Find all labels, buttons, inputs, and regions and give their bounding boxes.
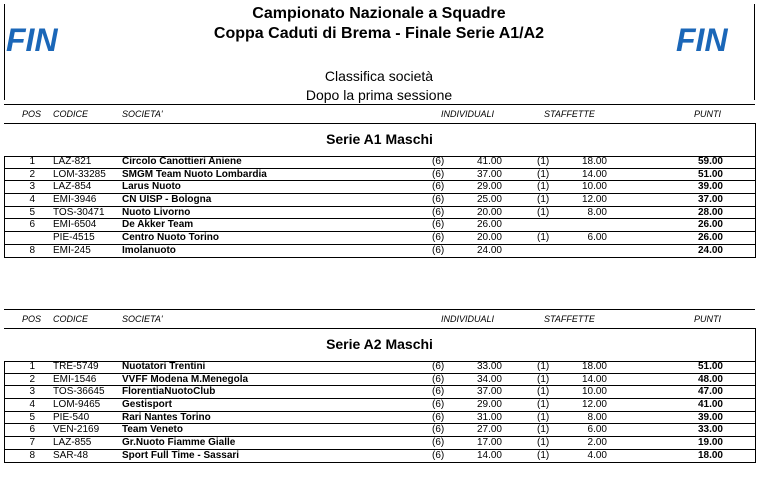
cell-codice: TRE-5749: [53, 361, 99, 372]
cell-punti: 26.00: [697, 232, 723, 244]
cell-pos: 4: [29, 194, 35, 206]
cell-punti: 47.00: [697, 386, 723, 398]
cell-staffette-points: 2.00: [587, 437, 607, 449]
cell-societa: De Akker Team: [122, 219, 194, 231]
cell-individuali-count: (6): [432, 386, 445, 398]
cell-individuali-count: (6): [432, 168, 445, 180]
table-row: [4, 194, 755, 207]
cell-societa: Nuotatori Trentini: [122, 361, 206, 372]
table-row: [4, 450, 755, 463]
cell-staffette-points: 12.00: [581, 399, 607, 411]
cell-punti: 28.00: [697, 206, 723, 218]
cell-punti: 26.00: [697, 219, 723, 231]
cell-staffette-count: (1): [537, 156, 550, 167]
cell-pos: 4: [29, 399, 35, 411]
col-header-staffette: STAFFETTE: [544, 314, 595, 324]
cell-individuali-count: (6): [432, 399, 445, 411]
col-header-societa: SOCIETA': [122, 109, 163, 119]
logo-text: FIN: [676, 24, 728, 54]
cell-individuali-count: (6): [432, 232, 445, 244]
table-row: [4, 374, 755, 387]
cell-staffette-count: (1): [537, 399, 550, 411]
cell-punti: 51.00: [697, 361, 723, 372]
cell-individuali-count: (6): [432, 361, 445, 372]
cell-individuali-points: 37.00: [476, 386, 502, 398]
cell-societa: Circolo Canottieri Aniene: [122, 156, 242, 167]
col-header-codice: CODICE: [53, 314, 89, 324]
header-rule: [4, 328, 755, 329]
cell-individuali-points: 33.00: [476, 361, 502, 372]
cell-individuali-points: 27.00: [476, 424, 502, 436]
cell-societa: VVFF Modena M.Menegola: [122, 373, 249, 385]
cell-codice: LAZ-854: [53, 181, 92, 193]
cell-codice: TOS-30471: [53, 206, 105, 218]
session-label: Dopo la prima sessione: [305, 87, 453, 103]
cell-pos: 2: [29, 168, 35, 180]
cell-staffette-points: 8.00: [587, 411, 607, 423]
cell-pos: 6: [29, 219, 35, 231]
col-header-punti: PUNTI: [694, 109, 721, 119]
table-row: [4, 386, 755, 399]
table-row: [4, 361, 755, 374]
series-title: Serie A1 Maschi: [326, 131, 433, 147]
cell-staffette-points: 4.00: [587, 449, 607, 461]
cell-staffette-points: 10.00: [581, 386, 607, 398]
table-top-rule: [4, 104, 755, 105]
cell-individuali-count: (6): [432, 373, 445, 385]
cell-societa: FlorentiaNuotoClub: [122, 386, 216, 398]
cell-codice: PIE-540: [53, 411, 90, 423]
col-header-pos: POS: [22, 109, 42, 119]
cell-codice: EMI-6504: [53, 219, 97, 231]
cell-staffette-points: 14.00: [581, 373, 607, 385]
cell-pos: 6: [29, 424, 35, 436]
cell-staffette-points: 6.00: [587, 232, 607, 244]
table-rows: [4, 361, 755, 463]
cell-individuali-count: (6): [432, 437, 445, 449]
table-right-border: [755, 328, 756, 463]
cell-individuali-count: (6): [432, 181, 445, 193]
cell-societa: CN UISP - Bologna: [122, 194, 212, 206]
cell-pos: 2: [29, 373, 35, 385]
table-row: [4, 219, 755, 232]
row-rule: [4, 462, 755, 463]
cell-codice: LOM-33285: [53, 168, 106, 180]
cell-punti: 33.00: [697, 424, 723, 436]
cell-individuali-points: 14.00: [476, 449, 502, 461]
ranking-label: Classifica società: [324, 68, 434, 84]
table-top-rule: [4, 309, 755, 310]
cell-codice: LAZ-855: [53, 437, 92, 449]
cell-individuali-points: 37.00: [476, 168, 502, 180]
cell-staffette-count: (1): [537, 373, 550, 385]
table-row: [4, 399, 755, 412]
cell-punti: 51.00: [697, 168, 723, 180]
logo-text: FIN: [6, 24, 58, 54]
cell-individuali-points: 29.00: [476, 399, 502, 411]
cell-codice: EMI-245: [53, 244, 91, 256]
cell-societa: Larus Nuoto: [122, 181, 181, 193]
cell-individuali-points: 20.00: [476, 206, 502, 218]
cell-pos: 5: [29, 411, 35, 423]
cell-pos: 3: [29, 181, 35, 193]
cell-punti: 37.00: [697, 194, 723, 206]
column-header-row: [4, 109, 755, 121]
cell-staffette-count: (1): [537, 424, 550, 436]
cell-codice: TOS-36645: [53, 386, 105, 398]
cell-individuali-points: 17.00: [476, 437, 502, 449]
table-row: [4, 207, 755, 220]
cell-staffette-count: (1): [537, 232, 550, 244]
cell-societa: Team Veneto: [122, 424, 183, 436]
cell-staffette-count: (1): [537, 386, 550, 398]
cell-pos: 5: [29, 206, 35, 218]
table-row: [4, 245, 755, 258]
cell-punti: 19.00: [697, 437, 723, 449]
col-header-pos: POS: [22, 314, 42, 324]
cell-staffette-points: 8.00: [587, 206, 607, 218]
cell-societa: Gestisport: [122, 399, 173, 411]
cell-staffette-count: (1): [537, 206, 550, 218]
cell-staffette-points: 6.00: [587, 424, 607, 436]
cell-individuali-points: 26.00: [476, 219, 502, 231]
col-header-punti: PUNTI: [694, 314, 721, 324]
page-title: Campionato Nazionale a Squadre: [252, 5, 506, 22]
cell-punti: 48.00: [697, 373, 723, 385]
column-header-row: [4, 314, 755, 326]
cell-individuali-count: (6): [432, 449, 445, 461]
cell-individuali-count: (6): [432, 219, 445, 231]
table-row: [4, 156, 755, 169]
cell-staffette-count: (1): [537, 411, 550, 423]
cell-staffette-count: (1): [537, 437, 550, 449]
cell-individuali-count: (6): [432, 194, 445, 206]
cell-individuali-count: (6): [432, 156, 445, 167]
cell-societa: Gr.Nuoto Fiamme Gialle: [122, 437, 236, 449]
col-header-individuali: INDIVIDUALI: [441, 109, 495, 119]
col-header-individuali: INDIVIDUALI: [441, 314, 495, 324]
cell-individuali-points: 20.00: [476, 232, 502, 244]
row-rule: [4, 257, 755, 258]
cell-individuali-count: (6): [432, 206, 445, 218]
cell-pos: 7: [29, 437, 35, 449]
header-rule: [4, 123, 755, 124]
col-header-societa: SOCIETA': [122, 314, 163, 324]
cell-pos: 8: [29, 449, 35, 461]
cell-individuali-points: 24.00: [476, 244, 502, 256]
col-header-staffette: STAFFETTE: [544, 109, 595, 119]
cell-individuali-points: 34.00: [476, 373, 502, 385]
cell-punti: 18.00: [697, 449, 723, 461]
cell-codice: EMI-3946: [53, 194, 97, 206]
cell-staffette-count: (1): [537, 449, 550, 461]
cell-punti: 39.00: [697, 411, 723, 423]
cell-societa: Centro Nuoto Torino: [122, 232, 220, 244]
cell-pos: 3: [29, 386, 35, 398]
cell-codice: SAR-48: [53, 449, 89, 461]
cell-staffette-count: (1): [537, 168, 550, 180]
cell-punti: 41.00: [697, 399, 723, 411]
cell-individuali-points: 25.00: [476, 194, 502, 206]
cell-codice: LAZ-821: [53, 156, 92, 167]
cell-codice: EMI-1546: [53, 373, 97, 385]
cell-staffette-points: 12.00: [581, 194, 607, 206]
cell-codice: PIE-4515: [53, 232, 95, 244]
cell-pos: 8: [29, 244, 35, 256]
table-row: [4, 424, 755, 437]
cell-staffette-points: 14.00: [581, 168, 607, 180]
cell-individuali-count: (6): [432, 244, 445, 256]
table-right-border: [755, 123, 756, 258]
cell-codice: VEN-2169: [53, 424, 100, 436]
cell-pos: 1: [29, 361, 35, 372]
cell-punti: 59.00: [697, 156, 723, 167]
cell-individuali-points: 41.00: [476, 156, 502, 167]
series-title: Serie A2 Maschi: [326, 336, 433, 352]
cell-pos: 1: [29, 156, 35, 167]
table-row: [4, 232, 755, 245]
table-row: [4, 181, 755, 194]
cell-individuali-points: 29.00: [476, 181, 502, 193]
table-rows: [4, 156, 755, 258]
cell-staffette-count: (1): [537, 361, 550, 372]
cell-punti: 39.00: [697, 181, 723, 193]
cell-societa: Imolanuoto: [122, 244, 176, 256]
cell-individuali-points: 31.00: [476, 411, 502, 423]
cell-staffette-points: 18.00: [581, 156, 607, 167]
cell-punti: 24.00: [697, 244, 723, 256]
page-subtitle-event: Coppa Caduti di Brema - Finale Serie A1/A2: [213, 25, 545, 42]
table-row: [4, 412, 755, 425]
cell-staffette-points: 10.00: [581, 181, 607, 193]
cell-societa: Rari Nantes Torino: [122, 411, 211, 423]
cell-staffette-points: 18.00: [581, 361, 607, 372]
cell-societa: Sport Full Time - Sassari: [122, 449, 240, 461]
col-header-codice: CODICE: [53, 109, 89, 119]
cell-societa: SMGM Team Nuoto Lombardia: [122, 168, 267, 180]
cell-codice: LOM-9465: [53, 399, 101, 411]
table-row: [4, 437, 755, 450]
cell-societa: Nuoto Livorno: [122, 206, 191, 218]
cell-individuali-count: (6): [432, 411, 445, 423]
cell-staffette-count: (1): [537, 181, 550, 193]
cell-individuali-count: (6): [432, 424, 445, 436]
table-row: [4, 169, 755, 182]
cell-staffette-count: (1): [537, 194, 550, 206]
